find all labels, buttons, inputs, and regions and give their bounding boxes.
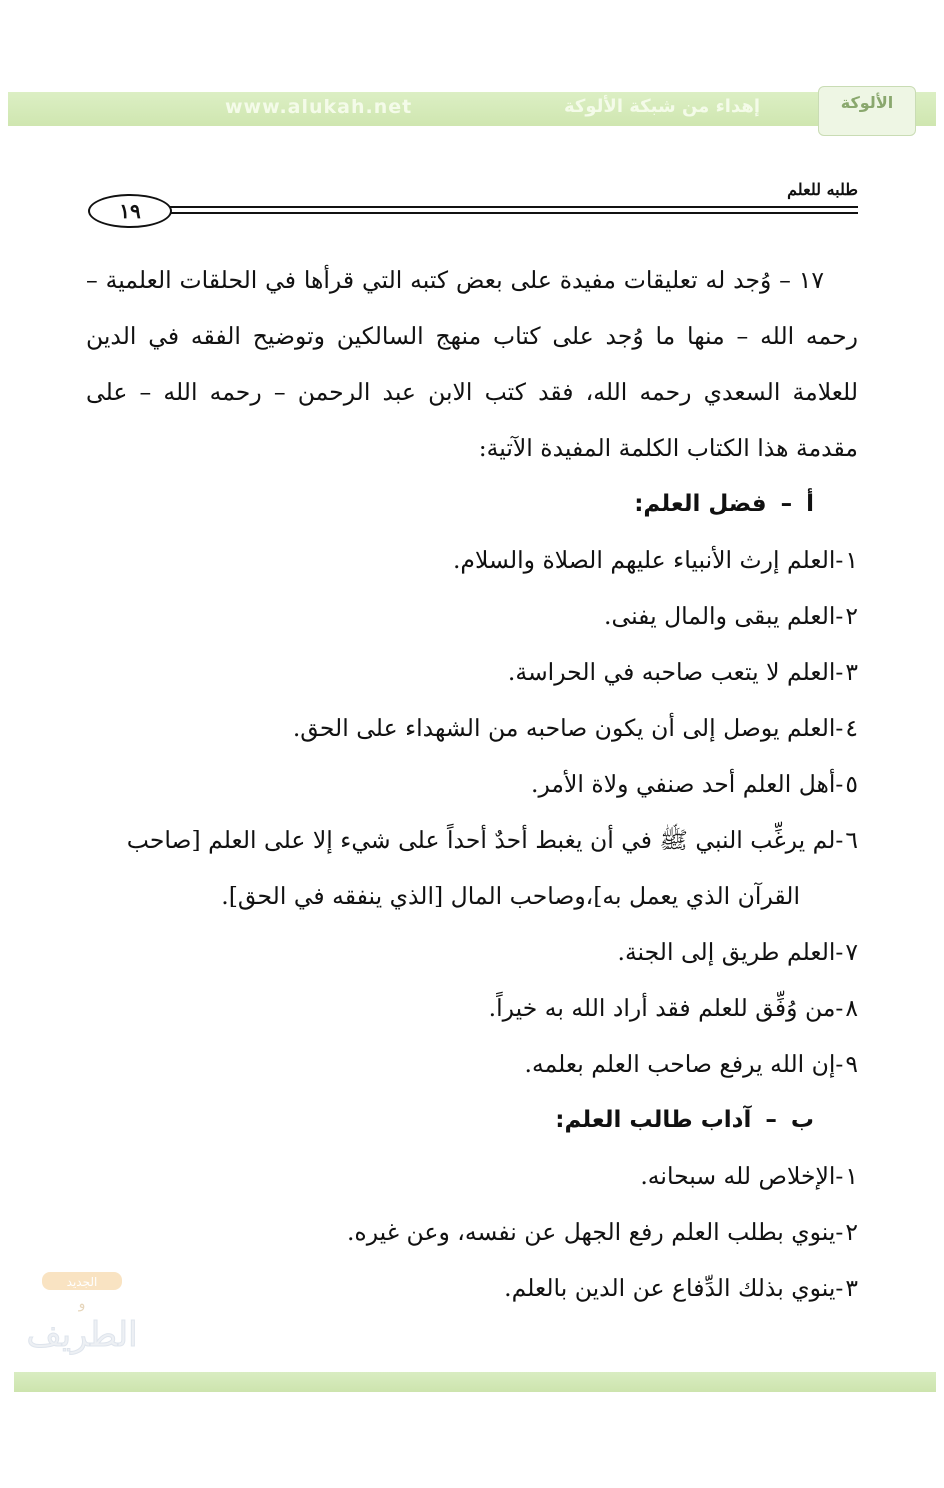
stamp-top-text: الجديد xyxy=(66,1275,98,1289)
stamp-logo-icon xyxy=(22,1268,142,1364)
section-a-letter: أ xyxy=(806,491,814,517)
item-number: ٣ xyxy=(845,1274,858,1302)
list-item xyxy=(86,644,858,700)
list-item xyxy=(86,588,858,644)
alukah-logo xyxy=(818,86,916,136)
section-a-title: فضل العلم: xyxy=(634,491,767,517)
item-number: ٣ xyxy=(845,658,858,686)
item-number: ٥ xyxy=(845,770,858,798)
bottom-banner xyxy=(14,1372,936,1392)
page-number: ١٩ xyxy=(88,194,172,228)
list-item xyxy=(86,812,858,868)
item-text: -العلم لا يتعب صاحبه في الحراسة. xyxy=(507,658,844,686)
section-b-sep: – xyxy=(765,1107,777,1133)
stamp-bottom-text: الطريف xyxy=(26,1315,138,1355)
item-number: ١ xyxy=(845,1162,858,1190)
header-rule-top xyxy=(170,206,858,208)
item-number: ٤ xyxy=(845,714,858,742)
list-item xyxy=(86,700,858,756)
section-a-list xyxy=(86,532,858,1092)
stamp-middle-text: و xyxy=(78,1296,86,1312)
item-number: ٩ xyxy=(845,1050,858,1078)
list-item xyxy=(86,532,858,588)
top-banner xyxy=(8,92,936,126)
banner-gift-text: إهداء من شبكة الألوكة xyxy=(564,96,760,117)
item-number: ٧ xyxy=(845,938,858,966)
section-b-title: آداب طالب العلم: xyxy=(555,1107,752,1133)
list-item xyxy=(86,1148,858,1204)
header-rule-bottom xyxy=(170,212,858,214)
item-text: -ينوي بذلك الدِّفاع عن الدين بالعلم. xyxy=(504,1274,844,1302)
item-number: ١ xyxy=(845,546,858,574)
intro-paragraph: ١٧ – وُجد له تعليقات مفيدة على بعض كتبه التي قرأها في الحلقات العلمية – رحمه الله – منها ما وُجد على كتاب منهج السالكين وتوضيح الفقه في الدين للعلامة السعدي رحمه الله، فقد كتب الابن عبد الرحمن – رحمه الله – على مقدمة هذا الكتاب الكلمة المفيدة الآتية: xyxy=(86,266,858,462)
item-text: -العلم يوصل إلى أن يكون صاحبه من الشهداء على الحق. xyxy=(292,714,844,742)
section-b-heading xyxy=(86,1092,858,1148)
list-item xyxy=(86,924,858,980)
list-item xyxy=(86,1036,858,1092)
item-number: ٦ xyxy=(845,826,858,854)
item-text: -ينوي بطلب العلم رفع الجهل عن نفسه، وعن غيره. xyxy=(346,1218,844,1246)
item-text: -العلم يبقى والمال يفنى. xyxy=(604,602,844,630)
section-a-heading xyxy=(86,476,858,532)
book-title: طلبه للعلم xyxy=(787,180,858,199)
item-text: -لم يرغِّب النبي ﷺ في أن يغبط أحدٌ أحداً على شيء إلا على العلم [صاحب xyxy=(126,826,844,854)
item-text: -الإخلاص لله سبحانه. xyxy=(640,1162,844,1190)
item-number: ٨ xyxy=(845,994,858,1022)
list-item xyxy=(86,1204,858,1260)
list-item xyxy=(86,980,858,1036)
page-body xyxy=(86,252,858,1316)
item-number: ٢ xyxy=(845,1218,858,1246)
section-b-list xyxy=(86,1148,858,1316)
logo-text: الألوكة xyxy=(840,93,894,112)
item-text: القرآن الذي يعمل به]،وصاحب المال [الذي ينفقه في الحق]. xyxy=(221,882,800,910)
list-item-continuation xyxy=(86,868,858,924)
item-text: -العلم إرث الأنبياء عليهم الصلاة والسلام. xyxy=(452,546,844,574)
list-item xyxy=(86,756,858,812)
section-b-letter: ب xyxy=(790,1107,814,1133)
item-text: -أهل العلم أحد صنفي ولاة الأمر. xyxy=(530,770,844,798)
banner-url: www.alukah.net xyxy=(225,96,413,118)
list-item xyxy=(86,1260,858,1316)
item-text: -العلم طريق إلى الجنة. xyxy=(617,938,844,966)
section-a-sep: – xyxy=(780,491,793,517)
item-text: -من وُفِّق للعلم فقد أراد الله به خيراً. xyxy=(488,994,844,1022)
item-number: ٢ xyxy=(845,602,858,630)
item-text: -إن الله يرفع صاحب العلم بعلمه. xyxy=(524,1050,844,1078)
